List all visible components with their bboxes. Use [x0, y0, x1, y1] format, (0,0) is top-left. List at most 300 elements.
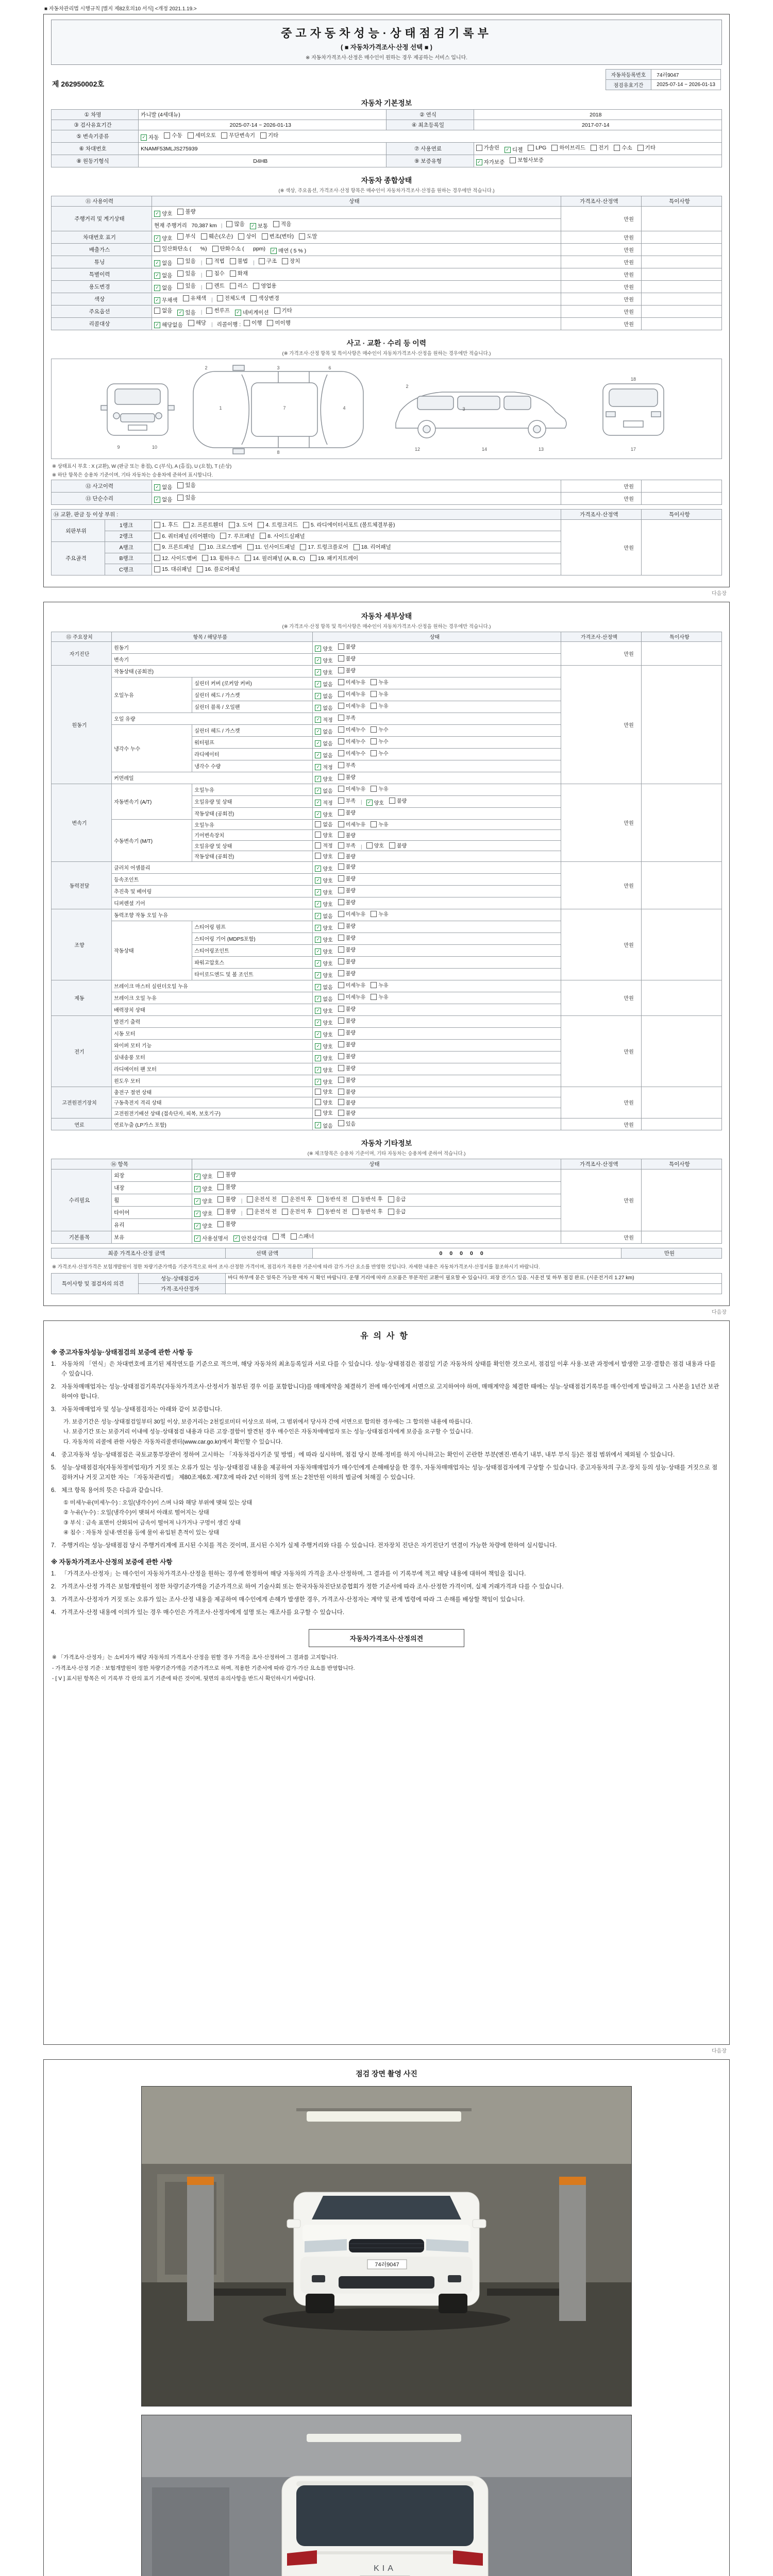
cell-text: 주요골격	[65, 555, 87, 562]
checkbox-option[interactable]	[338, 874, 356, 882]
value-cell	[313, 968, 561, 980]
checkbox-option[interactable]	[338, 886, 356, 894]
checkbox-option[interactable]	[217, 1183, 236, 1191]
checkbox-option[interactable]	[235, 309, 269, 316]
checked-checkbox-icon: ✓	[194, 1235, 200, 1242]
checkbox-option[interactable]	[194, 1185, 212, 1193]
checkbox-option[interactable]	[154, 483, 172, 491]
checkbox-option[interactable]	[338, 993, 366, 1001]
checkbox-option[interactable]	[177, 494, 195, 501]
option-label: 기타	[281, 308, 292, 314]
checkbox-option[interactable]	[177, 309, 195, 316]
checkbox-option[interactable]	[338, 910, 366, 918]
checkbox-option[interactable]	[614, 144, 632, 151]
checkbox-option[interactable]	[194, 1173, 212, 1180]
checkbox-option[interactable]	[226, 220, 244, 228]
checkbox-option[interactable]	[250, 222, 268, 230]
cell-text: 바디 하부에 묻은 얼룩은 가능한 세차 시 확인 바랍니다. 운행 거리에 따라 소모품은 부분적인 교환이 필요할 수 있습니다. 외장 잔기스 있음. 시운전 및 하부 점검 완료. (시운전거리 1.27 km)	[228, 1275, 634, 1281]
cell-text: 만원	[624, 310, 634, 315]
checkbox-option[interactable]	[371, 993, 388, 1001]
checked-checkbox-icon: ✓	[271, 248, 277, 254]
checkbox-option[interactable]	[315, 1109, 332, 1116]
checkbox-option[interactable]	[217, 294, 246, 302]
cell-text: 실린더 블록 / 오일팬	[194, 705, 240, 710]
checkbox-option[interactable]	[315, 841, 332, 849]
checkbox-option[interactable]	[366, 841, 384, 849]
checkbox-option[interactable]	[258, 521, 297, 529]
checkbox-option[interactable]	[338, 808, 356, 816]
option-label: LPG	[535, 144, 547, 151]
value-cell	[152, 244, 561, 256]
cell-text: 오일누유	[194, 788, 214, 793]
cell-text: 고전원전기장치	[62, 1100, 97, 1107]
label-cell	[52, 293, 152, 306]
checkbox-option[interactable]	[247, 543, 295, 551]
checkbox-option[interactable]	[303, 521, 395, 529]
checkbox-option[interactable]	[371, 981, 388, 989]
cell-text: 실린더 헤드 / 가스켓	[194, 693, 240, 699]
checkbox-option[interactable]	[338, 1040, 356, 1048]
option-label: 세미오토	[195, 132, 216, 139]
checkbox-option[interactable]	[154, 496, 172, 503]
checked-checkbox-icon: ✓	[154, 211, 160, 217]
option-label: 침수	[214, 270, 225, 277]
checkbox-option[interactable]	[315, 888, 332, 896]
notice-item	[51, 1582, 722, 1592]
checkbox-option[interactable]	[253, 282, 276, 290]
option-label: 있음	[345, 1121, 356, 1127]
checkbox-option[interactable]	[154, 272, 172, 279]
option-label: 불량	[345, 959, 356, 965]
checkbox-option[interactable]	[177, 282, 195, 290]
checkbox-option[interactable]	[154, 543, 194, 551]
checkbox-option[interactable]	[154, 565, 192, 573]
checkbox-option[interactable]	[591, 144, 609, 151]
cell-text: ⑮ 주요장치	[66, 635, 93, 640]
checkbox-option[interactable]	[315, 947, 332, 955]
checkbox-option[interactable]	[338, 945, 356, 953]
checkbox-option[interactable]	[315, 716, 332, 723]
value-cell	[112, 1039, 313, 1051]
notice-item	[51, 1595, 722, 1605]
checkbox-option[interactable]	[315, 983, 332, 991]
checkbox-option[interactable]	[338, 702, 366, 709]
checkbox-icon	[338, 762, 344, 768]
checkbox-option[interactable]	[217, 1171, 236, 1178]
next-page-label: 다음장	[712, 1310, 727, 1315]
checkbox-option[interactable]	[338, 690, 366, 698]
checkbox-option[interactable]	[273, 220, 291, 228]
checkbox-option[interactable]	[317, 1195, 348, 1203]
checkbox-option[interactable]	[282, 1208, 312, 1215]
checkbox-option[interactable]	[194, 1210, 212, 1217]
option-label: 없음	[323, 1123, 333, 1129]
checkbox-option[interactable]	[315, 680, 332, 688]
checkbox-option[interactable]	[315, 924, 332, 931]
checkbox-option[interactable]	[177, 232, 195, 240]
cell-text: A랭크	[119, 544, 133, 551]
checkbox-option[interactable]	[315, 787, 332, 794]
checkbox-option[interactable]	[315, 1066, 332, 1074]
checkbox-option[interactable]	[371, 678, 388, 686]
checkbox-option[interactable]	[315, 865, 332, 872]
option-label: 누유	[378, 995, 389, 1001]
checked-checkbox-icon: ✓	[177, 310, 183, 316]
checkbox-option[interactable]	[206, 269, 224, 277]
checkbox-option[interactable]	[338, 1005, 356, 1012]
option-label: 3. 도어	[236, 522, 253, 528]
checkbox-option[interactable]	[154, 554, 197, 562]
checkbox-option[interactable]	[229, 521, 253, 529]
checkbox-option[interactable]	[315, 936, 332, 943]
checkbox-option[interactable]	[154, 234, 172, 242]
checkbox-option[interactable]	[315, 1054, 332, 1062]
checked-checkbox-icon: ✓	[141, 134, 147, 141]
checkbox-option[interactable]	[217, 1220, 236, 1228]
label-cell	[52, 143, 139, 155]
checkbox-option[interactable]	[315, 995, 332, 1003]
checkbox-option[interactable]	[371, 749, 388, 757]
checkbox-option[interactable]	[315, 959, 332, 967]
checkbox-option[interactable]	[177, 269, 195, 277]
checkbox-option[interactable]	[352, 1195, 383, 1203]
checkbox-option[interactable]	[206, 307, 229, 314]
checkbox-option[interactable]	[505, 146, 523, 154]
label-cell	[105, 542, 152, 553]
final-price-note: ※ 가격조사·산정가격은 보험개발원이 정한 차량기준가액을 기준가격으로 하여 조사·산정한 가격이며, 점검자가 적용한 기준서에 따라 감가·가산 요소를 반영한 것입니다. 자세한 내용은 자동차가격조사·산정서를 참조하시기 바랍니다.	[52, 1264, 540, 1270]
checkbox-option[interactable]	[389, 796, 407, 804]
checkbox-option[interactable]	[282, 257, 300, 265]
checkbox-option[interactable]	[354, 543, 391, 551]
checkbox-option[interactable]	[183, 294, 206, 302]
checkbox-option[interactable]	[154, 321, 183, 329]
checkbox-option[interactable]	[338, 1098, 356, 1106]
checkbox-option[interactable]	[371, 737, 388, 745]
checkbox-option[interactable]	[371, 785, 388, 792]
checkbox-option[interactable]	[245, 554, 305, 562]
checkbox-icon	[338, 667, 344, 673]
checkbox-option[interactable]	[154, 284, 172, 292]
checkbox-option[interactable]	[220, 532, 255, 540]
value-cell	[192, 1182, 561, 1194]
checkbox-option[interactable]	[260, 131, 278, 139]
checkbox-option[interactable]	[199, 543, 242, 551]
checked-checkbox-icon: ✓	[315, 877, 321, 884]
value-cell	[112, 1219, 192, 1231]
label-cell	[105, 531, 152, 542]
option-label: 없음	[323, 682, 333, 688]
checkbox-option[interactable]	[338, 1016, 356, 1024]
checkbox-option[interactable]	[188, 131, 216, 139]
checkbox-option[interactable]	[315, 876, 332, 884]
checkbox-option[interactable]	[338, 969, 356, 977]
checkbox-option[interactable]	[338, 714, 356, 721]
option-label: 잭	[280, 1233, 285, 1240]
checkbox-option[interactable]	[338, 862, 356, 870]
checkbox-option[interactable]	[338, 1064, 356, 1072]
checkbox-option[interactable]	[371, 725, 388, 733]
cell-text: ⑯ 항목	[111, 1161, 128, 1167]
option-label: 양호	[323, 833, 333, 839]
checkbox-option[interactable]	[247, 1208, 277, 1215]
value-cell	[192, 1170, 561, 1182]
notice-subitem: 가. 보증기간은 성능·상태점검일부터 30일 이상, 보증거리는 2천킬로미터 이상으로 하며, 그 범위에서 당사자 간에 서면으로 합의한 경우에는 그 합의한 내용에 따릅니다.	[63, 1418, 473, 1425]
checkbox-option[interactable]	[338, 852, 356, 860]
cell-text: 냉각수 누수	[114, 746, 141, 752]
checkbox-option[interactable]	[315, 799, 332, 806]
checkbox-option[interactable]	[317, 1208, 348, 1215]
option-label: 부족	[345, 763, 356, 769]
checkbox-option[interactable]	[164, 131, 182, 139]
option-label: 불량	[345, 1019, 356, 1024]
diagram-part-number: 18	[630, 377, 636, 382]
checkbox-option[interactable]	[338, 749, 366, 757]
option-label: 불량	[345, 1078, 356, 1083]
cell-text: 동력조향 작동 오일 누유	[114, 913, 169, 919]
value-cell	[112, 1207, 192, 1219]
checkbox-icon	[217, 1184, 224, 1190]
checkbox-option[interactable]	[267, 319, 290, 327]
cell-text: 현재 주행거리 70,387 km	[154, 222, 217, 229]
checkbox-option[interactable]	[206, 257, 224, 265]
checkbox-option[interactable]	[315, 820, 332, 828]
checkbox-option[interactable]	[271, 247, 306, 255]
checkbox-option[interactable]	[315, 645, 332, 652]
checkbox-option[interactable]	[315, 1007, 332, 1014]
checkbox-option[interactable]	[338, 761, 356, 769]
cell-text: 스티어링 펌프	[194, 925, 226, 930]
checkbox-option[interactable]	[338, 820, 366, 828]
checkbox-option[interactable]	[315, 1078, 332, 1086]
checkbox-icon	[366, 842, 373, 849]
label-cell	[561, 632, 641, 641]
checkbox-option[interactable]	[315, 1042, 332, 1050]
value-cell	[112, 921, 192, 980]
checkbox-option[interactable]	[262, 232, 294, 240]
checkbox-option[interactable]	[338, 831, 356, 839]
checkbox-icon	[315, 821, 321, 827]
checkbox-icon	[188, 132, 194, 139]
checkbox-icon	[338, 994, 344, 1000]
checkbox-option[interactable]	[315, 1088, 332, 1095]
checkbox-option[interactable]	[338, 1120, 356, 1127]
checkbox-option[interactable]	[212, 245, 265, 252]
checkbox-option[interactable]	[300, 543, 348, 551]
checkbox-option[interactable]	[510, 156, 544, 164]
checkbox-option[interactable]	[338, 957, 356, 965]
checkbox-option[interactable]	[238, 232, 256, 240]
cell-text: ② 연식	[419, 112, 436, 118]
checkbox-option[interactable]	[371, 820, 388, 828]
checkbox-option[interactable]	[154, 521, 178, 529]
checkbox-option[interactable]	[315, 912, 332, 920]
checkbox-option[interactable]	[338, 1088, 356, 1095]
notice-part1-title: ※ 중고자동차성능·상태점검의 보증에 관한 사항 등	[51, 1349, 193, 1356]
checkbox-option[interactable]	[154, 210, 172, 217]
cell-text: 작동상태 (공회전)	[194, 854, 234, 860]
checkbox-option[interactable]	[338, 981, 366, 989]
checked-checkbox-icon: ✓	[315, 925, 321, 931]
value-cell	[561, 244, 641, 256]
checked-checkbox-icon: ✓	[315, 866, 321, 872]
cell-text: 기본품목	[69, 1234, 90, 1241]
checkbox-option[interactable]	[528, 145, 546, 151]
cell-text: ④ 최초등록일	[412, 122, 445, 128]
checkbox-option[interactable]	[338, 841, 356, 849]
checkbox-option[interactable]	[188, 319, 206, 327]
checkbox-option[interactable]	[230, 282, 248, 290]
checkbox-option[interactable]	[388, 1208, 406, 1215]
checkbox-option[interactable]	[338, 934, 356, 941]
section-title-overall: 자동차 종합상태	[361, 176, 412, 184]
basic-info-table	[51, 109, 722, 167]
option-label: 14. 필러패널 (A, B, C)	[253, 555, 305, 562]
checkbox-option[interactable]	[202, 554, 240, 562]
label-cell	[52, 231, 152, 244]
checkbox-option[interactable]	[177, 481, 195, 489]
checkbox-option[interactable]	[338, 654, 356, 662]
checkbox-option[interactable]	[230, 269, 248, 277]
checkbox-option[interactable]	[183, 521, 223, 529]
checkbox-option[interactable]	[637, 144, 656, 151]
checkbox-option[interactable]	[194, 1234, 228, 1242]
checkbox-option[interactable]	[338, 785, 366, 792]
option-label: 16. 플로어패널	[205, 566, 240, 572]
checkbox-option[interactable]	[338, 1076, 356, 1083]
checkbox-option[interactable]	[352, 1208, 383, 1215]
checkbox-option[interactable]	[221, 131, 255, 139]
checkbox-option[interactable]	[315, 727, 332, 735]
checkbox-option[interactable]	[315, 751, 332, 759]
checkbox-option[interactable]	[274, 307, 292, 314]
checkbox-option[interactable]	[338, 922, 356, 929]
cell-text: 만원	[624, 1122, 634, 1128]
checked-checkbox-icon: ✓	[315, 1067, 321, 1073]
notice-item-number: 4.	[51, 1451, 56, 1458]
checkbox-option[interactable]	[389, 841, 407, 849]
checkbox-icon	[220, 533, 226, 539]
checkbox-option[interactable]	[315, 971, 332, 979]
value-cell	[112, 1182, 192, 1194]
checkbox-option[interactable]	[282, 1195, 312, 1203]
checkbox-option[interactable]	[154, 532, 215, 540]
checkbox-option[interactable]	[366, 799, 384, 806]
checkbox-option[interactable]	[201, 232, 233, 240]
cell-text: 휠	[114, 1197, 120, 1204]
checkbox-option[interactable]	[194, 1222, 212, 1230]
checkbox-option[interactable]	[315, 763, 332, 771]
option-label: 부식	[185, 233, 196, 240]
checkbox-option[interactable]	[310, 554, 358, 562]
checkbox-option[interactable]	[315, 1122, 332, 1129]
checkbox-option[interactable]	[338, 642, 356, 650]
checkbox-option[interactable]	[177, 257, 195, 265]
checkbox-option[interactable]	[338, 1052, 356, 1060]
checkbox-option[interactable]	[299, 232, 317, 240]
checkbox-option[interactable]	[154, 259, 172, 267]
checkbox-option[interactable]	[338, 898, 356, 906]
checkbox-option[interactable]	[250, 294, 279, 302]
checkbox-option[interactable]	[371, 910, 388, 918]
checkbox-option[interactable]	[338, 666, 356, 674]
checkbox-option[interactable]	[338, 737, 366, 745]
cell-text: ⑤ 변속기종류	[76, 133, 109, 140]
checkbox-option[interactable]	[476, 158, 505, 166]
checkbox-option[interactable]	[217, 1195, 236, 1203]
checkbox-option[interactable]	[291, 1232, 314, 1240]
checkbox-option[interactable]	[315, 1098, 332, 1106]
checkbox-option[interactable]	[273, 1232, 285, 1240]
checkbox-option[interactable]	[315, 668, 332, 676]
checkbox-option[interactable]	[371, 702, 388, 709]
checkbox-option[interactable]	[315, 810, 332, 818]
checkbox-option[interactable]	[476, 144, 499, 151]
notice-item-number: 1.	[51, 1570, 56, 1577]
checkbox-option[interactable]	[154, 307, 172, 314]
checkbox-option[interactable]	[315, 692, 332, 700]
checked-checkbox-icon: ✓	[315, 1122, 321, 1128]
checkbox-option[interactable]	[315, 831, 332, 839]
checkbox-icon	[229, 522, 235, 528]
checkbox-option[interactable]	[338, 725, 366, 733]
checkbox-option[interactable]	[154, 245, 207, 252]
checkbox-option[interactable]	[338, 796, 356, 804]
checkbox-option[interactable]	[141, 133, 159, 141]
option-label: 구조	[266, 258, 277, 264]
checkbox-option[interactable]	[388, 1195, 406, 1203]
checkbox-icon	[338, 832, 344, 838]
checkbox-option[interactable]	[338, 678, 366, 686]
checkbox-option[interactable]	[217, 1208, 236, 1215]
checkbox-option[interactable]	[177, 208, 195, 215]
checkbox-option[interactable]	[315, 656, 332, 664]
checkbox-option[interactable]	[154, 296, 177, 304]
checkbox-option[interactable]	[247, 1195, 277, 1203]
checkbox-option[interactable]	[371, 690, 388, 698]
checkbox-option[interactable]	[315, 1019, 332, 1026]
value-cell	[561, 1087, 641, 1118]
checkbox-option[interactable]	[259, 257, 277, 265]
checkbox-option[interactable]	[315, 704, 332, 711]
checked-checkbox-icon: ✓	[154, 297, 160, 303]
checkbox-option[interactable]	[244, 319, 262, 327]
checkbox-option[interactable]	[338, 1028, 356, 1036]
checkbox-option[interactable]	[338, 1109, 356, 1116]
next-page-label: 다음장	[712, 590, 727, 597]
option-label: 양호	[323, 854, 333, 860]
option-label: 상이	[246, 233, 257, 240]
cell-text: D4HB	[253, 158, 268, 164]
checkbox-option[interactable]	[315, 852, 332, 860]
option-label: 없음	[323, 753, 333, 759]
checkbox-option[interactable]	[315, 900, 332, 908]
checkbox-option[interactable]	[233, 1234, 267, 1242]
checkbox-option[interactable]	[315, 775, 332, 783]
option-label: 11. 인사이드패널	[255, 544, 295, 550]
checkbox-option[interactable]	[315, 739, 332, 747]
option-label: 불량	[345, 936, 356, 941]
checkbox-option[interactable]	[197, 565, 240, 573]
checkbox-option[interactable]	[551, 144, 585, 151]
checkbox-option[interactable]	[230, 257, 248, 265]
checkbox-option[interactable]	[315, 1030, 332, 1038]
checkbox-option[interactable]	[194, 1197, 212, 1205]
checkbox-option[interactable]	[206, 282, 224, 290]
checkbox-option[interactable]	[338, 773, 356, 781]
checked-checkbox-icon: ✓	[315, 788, 321, 794]
checkbox-option[interactable]	[260, 532, 305, 540]
checkbox-icon	[338, 1029, 344, 1036]
